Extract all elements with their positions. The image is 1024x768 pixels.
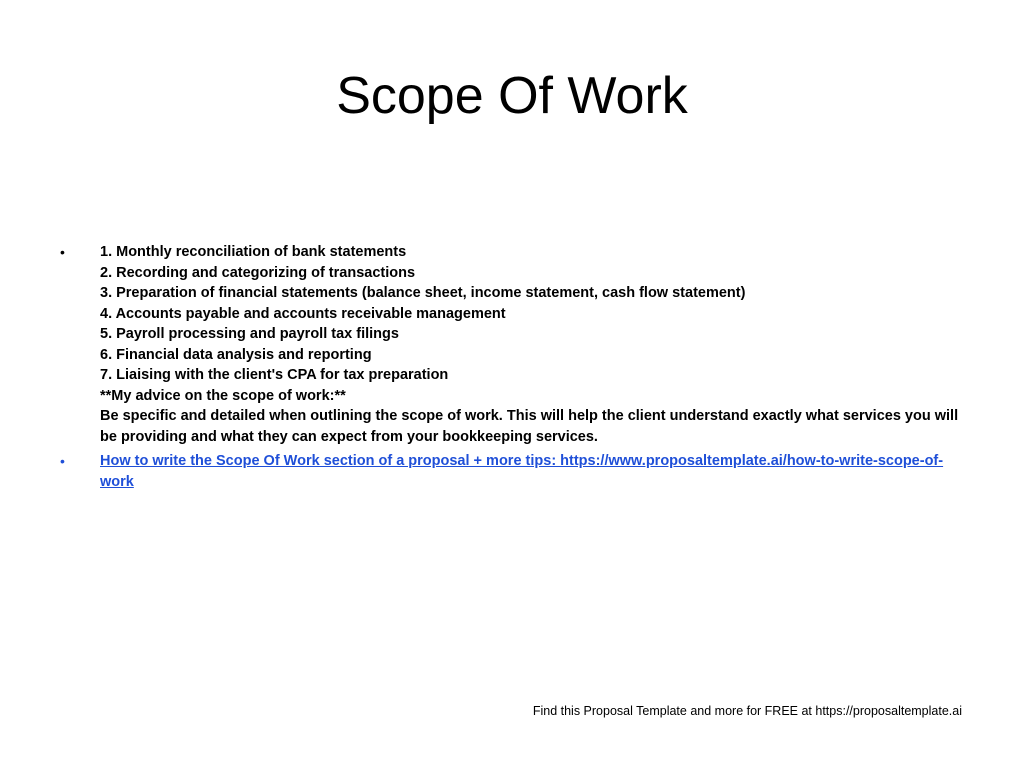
service-line-1: 1. Monthly reconciliation of bank statements (100, 244, 407, 260)
list-item-services (52, 242, 962, 447)
footer-note: Find this Proposal Template and more for FREE at https://proposaltemplate.ai (532, 704, 962, 718)
service-line-2: 2. Recording and categorizing of transactions (100, 264, 416, 281)
advice-text: Be specific and detailed when outlining the scope of work. This will help the client understand exactly what services you will be providing and what they can expect from your bookkeeping services. (100, 408, 959, 445)
advice-heading: **My advice on the scope of work:** (100, 387, 346, 404)
bullet-icon: • (60, 453, 65, 469)
bullet-icon: • (60, 244, 65, 260)
list-item-link (52, 451, 962, 492)
scope-of-work-tips-link[interactable]: How to write the Scope Of Work section of a proposal + more tips: https://www.proposaltemplate.ai/how-to-write-scope-of-work (100, 453, 944, 490)
service-line-4: 4. Accounts payable and accounts receivable management (100, 305, 506, 322)
service-line-5: 5. Payroll processing and payroll tax filings (100, 326, 399, 342)
slide-title: Scope Of Work (336, 67, 688, 125)
bullet-list (52, 242, 962, 492)
service-line-7: 7. Liaising with the client's CPA for tax preparation (100, 367, 449, 383)
service-line-3: 3. Preparation of financial statements (balance sheet, income statement, cash flow statement) (100, 285, 746, 301)
service-line-6: 6. Financial data analysis and reporting (100, 346, 372, 363)
